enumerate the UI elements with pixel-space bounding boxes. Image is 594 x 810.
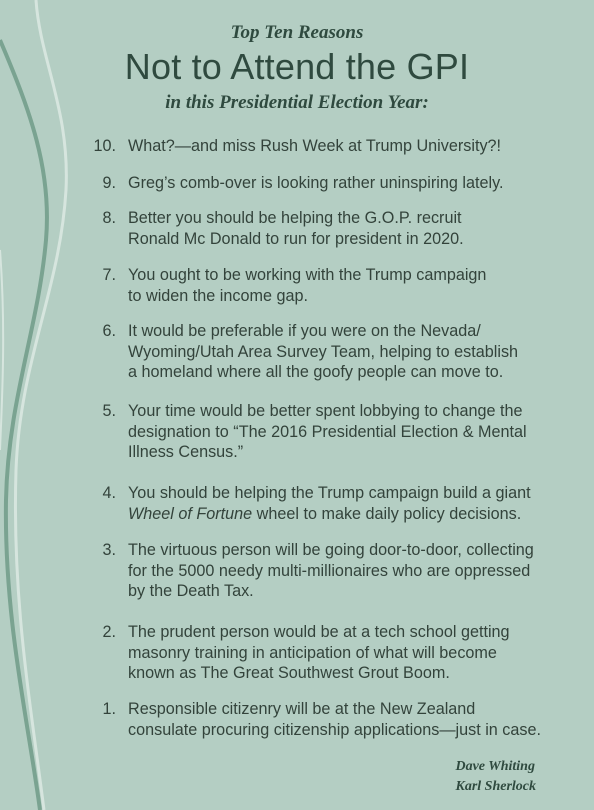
item-text: What?—and miss Rush Week at Trump University?! [128,137,502,155]
item-number: 8. [102,209,116,227]
item-number: 2. [102,623,116,641]
item-text-part: You should be helping the Trump campaign build a giant [128,484,531,502]
page-title: Not to Attend the GPI [124,46,470,87]
item-number: 10. [93,137,116,155]
author-name: Karl Sherlock [455,779,536,794]
item-number: 3. [102,541,116,559]
swoosh-light-stripe-2 [0,250,3,450]
item-number: 9. [102,174,116,192]
item-text [128,483,568,524]
item-text: Responsible citizenry will be at the New Zealand consulate procuring citizenship applications—just in case. [128,700,542,739]
item-text: The prudent person would be at a tech school getting masonry training in anticipation of what will become known as The Great Southwest Grout Boom. [128,623,510,682]
author-credits [455,757,536,797]
header-kicker: Top Ten Reasons [230,22,364,43]
item-text: You ought to be working with the Trump campaign to widen the income gap. [128,266,487,305]
swoosh-light-stripe [15,0,66,810]
item-text-part: wheel to make daily policy decisions. [252,504,522,523]
item-number: 4. [102,484,116,502]
page-subtitle: in this Presidential Election Year: [165,92,429,113]
item-number: 5. [102,402,116,420]
item-text: Greg’s comb-over is looking rather uninspiring lately. [128,174,504,192]
item-text: Better you should be helping the G.O.P. recruit Ronald Mc Donald to run for president in 2020. [128,209,464,248]
show-title: Wheel of Fortune [128,504,253,523]
item-number: 6. [102,322,116,340]
item-text: The virtuous person will be going door-to-door, collecting for the 5000 needy multi-millionaires who are oppressed by the Death Tax. [128,541,534,600]
item-number: 1. [102,700,116,718]
swoosh-dark-stripe [0,40,47,810]
item-text: It would be preferable if you were on the Nevada/ Wyoming/Utah Area Survey Team, helping to establish a homeland where all the goofy people can move to. [128,322,519,381]
author-name: Dave Whiting [455,759,535,774]
item-number: 7. [102,266,116,284]
item-text: Your time would be better spent lobbying to change the designation to “The 2016 Presidential Election & Mental Illness Census.” [128,402,527,461]
